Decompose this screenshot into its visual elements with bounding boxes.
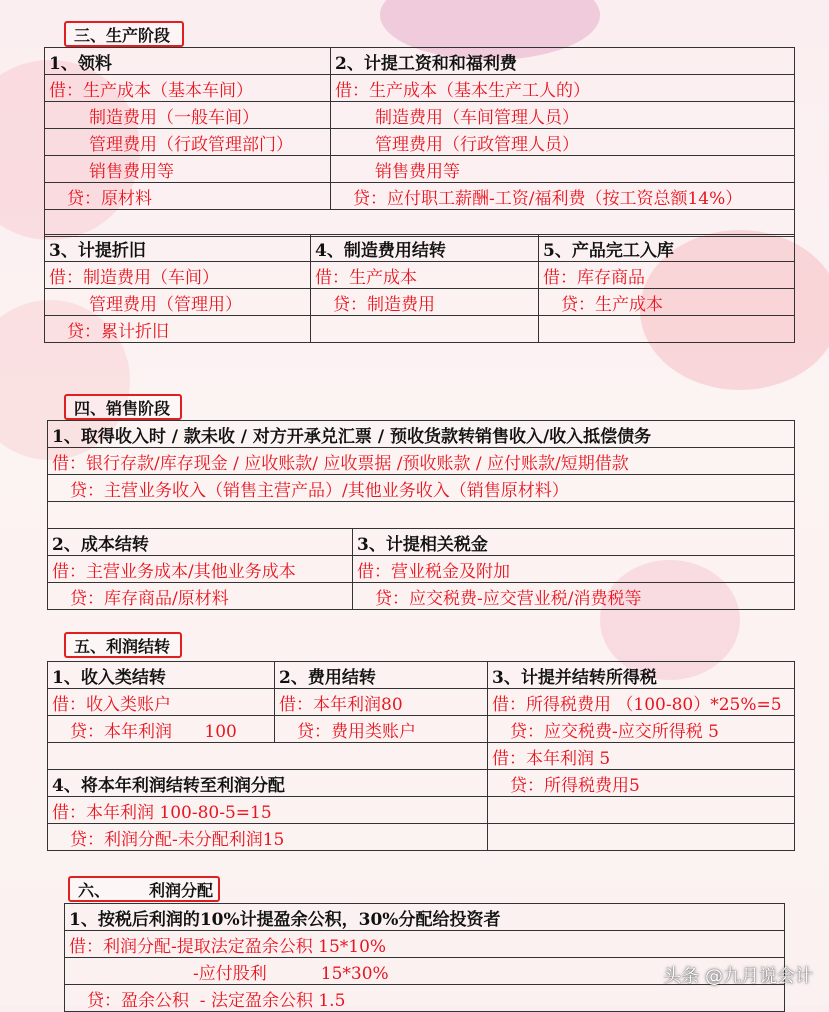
cell-entry: 销售费用等 — [45, 156, 331, 183]
production-table-lower — [44, 234, 795, 343]
cell-entry: 借：本年利润 5 — [488, 743, 795, 770]
cell-entry: 借：营业税金及附加 — [353, 556, 795, 583]
section-title-sales: 四、销售阶段 — [64, 394, 182, 420]
cell-empty — [48, 502, 795, 529]
cell-entry: 贷：费用类账户 — [275, 716, 488, 743]
cell-entry: 贷：应付职工薪酬-工资/福利费（按工资总额14%） — [331, 183, 795, 210]
cell-entry: 贷：生产成本 — [539, 289, 795, 316]
cell-entry: 借：所得税费用 （100-80）*25%=5 — [488, 689, 795, 716]
cell-entry: 借：生产成本（基本车间） — [45, 75, 331, 102]
cell-entry: 贷：累计折旧 — [45, 316, 311, 343]
cell-empty — [48, 743, 488, 770]
section-title-profit-distribution: 六、 利润分配 — [68, 876, 220, 902]
cell-entry: 借：本年利润80 — [275, 689, 488, 716]
cell-entry: 管理费用（管理用） — [45, 289, 311, 316]
cell-entry: 贷：所得税费用5 — [488, 770, 795, 797]
cell-header: 4、制造费用结转 — [311, 235, 539, 262]
cell-entry: 贷：库存商品/原材料 — [48, 583, 353, 610]
cell-entry: 制造费用（车间管理人员） — [331, 102, 795, 129]
section-title-production: 三、生产阶段 — [64, 21, 184, 47]
cell-entry: 借：生产成本（基本生产工人的） — [331, 75, 795, 102]
watermark-text: 头条 @九月说会计 — [663, 966, 813, 987]
sales-table — [47, 420, 795, 610]
cell-header: 4、将本年利润结转至利润分配 — [48, 770, 488, 797]
cell-empty — [311, 316, 539, 343]
cell-header: 1、领料 — [45, 48, 331, 75]
cell-header: 2、费用结转 — [275, 662, 488, 689]
cell-entry: 贷：盈余公积 - 法定盈余公积 1.5 — [65, 985, 785, 1012]
cell-header: 1、收入类结转 — [48, 662, 275, 689]
profit-distribution-table — [64, 903, 785, 1012]
cell-header: 3、计提相关税金 — [353, 529, 795, 556]
production-table — [44, 47, 795, 237]
cell-empty — [45, 210, 795, 237]
section-title-profit-transfer: 五、利润结转 — [64, 632, 182, 658]
cell-entry: 借：收入类账户 — [48, 689, 275, 716]
cell-header: 3、计提并结转所得税 — [488, 662, 795, 689]
cell-entry: 管理费用（行政管理部门） — [45, 129, 331, 156]
cell-header: 1、按税后利润的10%计提盈余公积，30%分配给投资者 — [65, 904, 785, 931]
cell-entry: 贷：原材料 — [45, 183, 331, 210]
cell-entry: 管理费用（行政管理人员） — [331, 129, 795, 156]
cell-header: 3、计提折旧 — [45, 235, 311, 262]
profit-transfer-table — [47, 661, 795, 851]
cell-header: 2、成本结转 — [48, 529, 353, 556]
cell-entry: 贷：制造费用 — [311, 289, 539, 316]
cell-entry: 借：银行存款/库存现金 / 应收账款/ 应收票据 /预收账款 / 应付账款/短期借款 — [48, 448, 795, 475]
cell-entry: 借：库存商品 — [539, 262, 795, 289]
cell-entry: 贷：应交税费-应交营业税/消费税等 — [353, 583, 795, 610]
cell-entry: 贷：利润分配-未分配利润15 — [48, 824, 488, 851]
cell-entry: -应付股利 15*30% — [65, 958, 785, 985]
cell-entry: 贷：本年利润 100 — [48, 716, 275, 743]
cell-entry: 销售费用等 — [331, 156, 795, 183]
cell-header: 5、产品完工入库 — [539, 235, 795, 262]
cell-entry: 借：本年利润 100-80-5=15 — [48, 797, 488, 824]
cell-entry: 贷：应交税费-应交所得税 5 — [488, 716, 795, 743]
cell-empty — [488, 797, 795, 824]
cell-entry: 借：主营业务成本/其他业务成本 — [48, 556, 353, 583]
cell-entry: 借：生产成本 — [311, 262, 539, 289]
cell-header: 2、计提工资和和福利费 — [331, 48, 795, 75]
cell-entry: 贷：主营业务收入（销售主营产品）/其他业务收入（销售原材料） — [48, 475, 795, 502]
cell-empty — [488, 824, 795, 851]
cell-entry: 借：利润分配-提取法定盈余公积 15*10% — [65, 931, 785, 958]
cell-header: 1、取得收入时 / 款未收 / 对方开承兑汇票 / 预收货款转销售收入/收入抵偿债务 — [48, 421, 795, 448]
cell-empty — [539, 316, 795, 343]
cell-entry: 制造费用（一般车间） — [45, 102, 331, 129]
cell-entry: 借：制造费用（车间） — [45, 262, 311, 289]
